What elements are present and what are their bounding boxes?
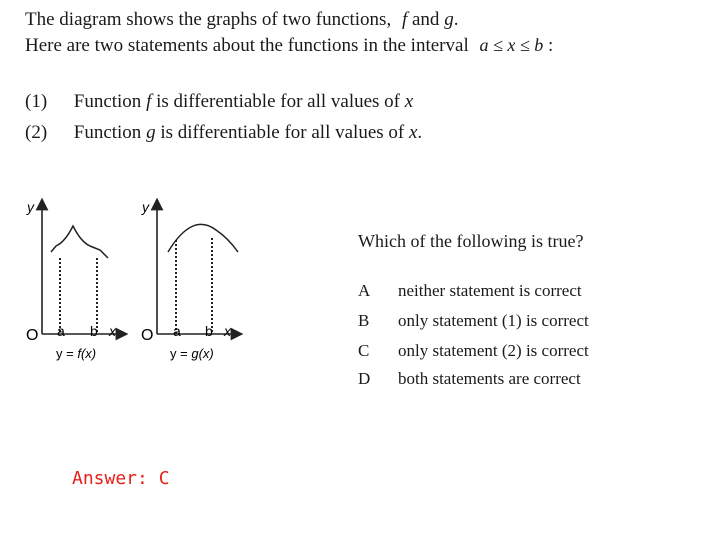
curve-f-cusp <box>51 226 108 258</box>
statement-function: f <box>146 91 152 112</box>
option-letter: D <box>358 369 371 388</box>
statement-number: (1) <box>25 91 48 112</box>
statement-text: Function <box>73 122 142 143</box>
option-letter: C <box>358 341 370 360</box>
statement-number: (2) <box>25 122 48 143</box>
curve-g-arch <box>168 224 238 252</box>
option-letter: B <box>358 311 370 330</box>
intro-and: and <box>412 9 440 30</box>
statement-text: Function <box>73 91 142 112</box>
statement-variable: x <box>408 122 418 143</box>
a-label-g: a <box>173 323 181 339</box>
intro-text: The diagram shows the graphs of two functions, <box>25 9 392 30</box>
y-label-g: y <box>142 199 149 215</box>
statement-variable: x <box>404 91 414 112</box>
b-label-f: b <box>90 323 98 339</box>
b-label-g: b <box>205 323 213 339</box>
statement-2 <box>25 122 422 144</box>
option-text: only statement (2) is correct <box>398 341 589 360</box>
statement-text: is differentiable for all values of <box>156 91 401 112</box>
y-label-f: y <box>27 199 34 215</box>
x-label-f: x <box>109 323 116 339</box>
option-text: neither statement is correct <box>398 281 582 300</box>
caption-g: y = g(x) <box>170 346 214 361</box>
statement-text: is differentiable for all values of <box>160 122 405 143</box>
option-a <box>358 281 582 301</box>
graph-f <box>26 199 122 361</box>
answer <box>72 468 170 489</box>
intro-line-2 <box>25 34 553 57</box>
a-label-f: a <box>57 323 65 339</box>
statement-function: g <box>146 122 156 143</box>
answer-label: Answer: <box>72 468 148 489</box>
caption-f: y = f(x) <box>56 346 97 361</box>
option-d <box>358 369 581 389</box>
question-text: Which of the following is true? <box>358 231 584 251</box>
statement-1 <box>25 91 413 113</box>
x-label-g: x <box>224 323 231 339</box>
origin-f: O <box>26 327 39 344</box>
statement-end: . <box>417 122 423 143</box>
option-c <box>358 341 589 361</box>
origin-g: O <box>141 327 154 344</box>
function-g-label: g <box>444 9 454 30</box>
graphs-diagram <box>0 190 260 370</box>
intro-line-1 <box>25 9 458 31</box>
intro-colon: : <box>547 35 554 56</box>
interval: a ≤ x ≤ b <box>479 35 544 55</box>
intro-text-2: Here are two statements about the functions in the interval <box>25 35 469 56</box>
function-f-label: f <box>401 9 408 30</box>
answer-value: C <box>158 468 170 489</box>
option-b <box>358 311 589 331</box>
option-letter: A <box>358 281 371 300</box>
graph-g <box>141 199 238 361</box>
option-text: both statements are correct <box>398 369 581 388</box>
option-text: only statement (1) is correct <box>398 311 589 330</box>
intro-period: . <box>453 9 459 30</box>
